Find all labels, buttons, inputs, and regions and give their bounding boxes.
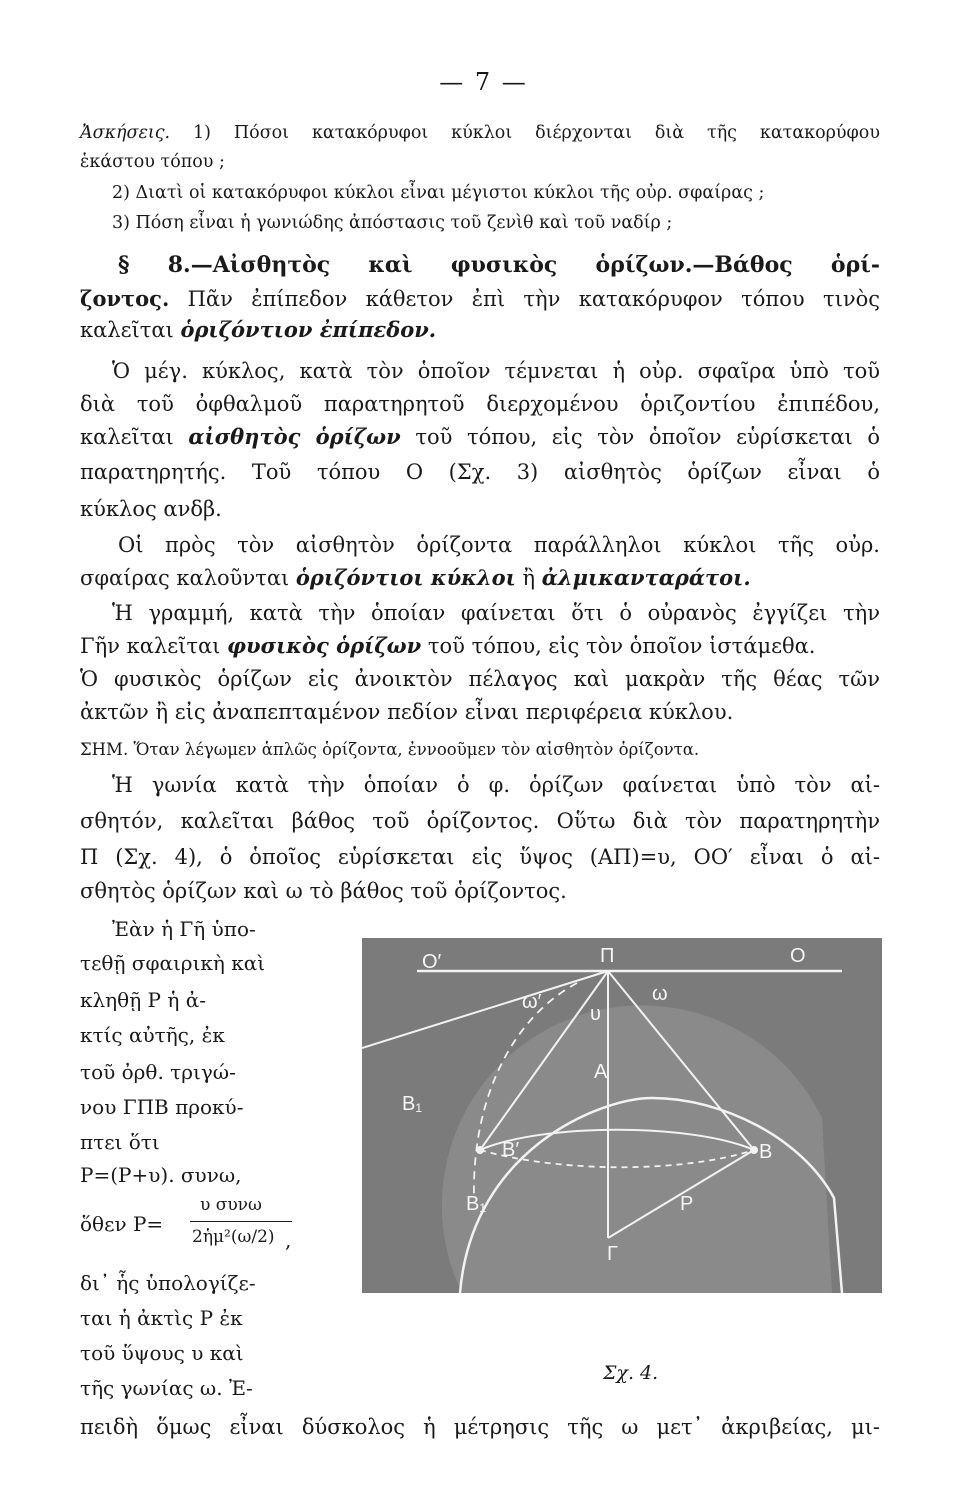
para5-line4: σθητὸς ὁρίζων καὶ ω τὸ βάθος τοῦ ὁρίζοντος. xyxy=(80,879,567,903)
formula-suffix: , xyxy=(285,1228,292,1252)
exercise-2: 2) Διατὶ οἱ κατακόρυφοι κύκλοι εἶναι μέγιστοι κύκλοι τῆς οὐρ. σφαίρας ; xyxy=(112,183,765,203)
left-col-line-12: τῆς γωνίας ω. Ἐ- xyxy=(80,1376,253,1400)
text: τοῦ τόπου, εἰς τὸν ὁποῖον εὑρίσκεται ὁ xyxy=(400,425,881,449)
point-b xyxy=(750,1146,758,1154)
text: καλεῖται xyxy=(80,318,181,342)
exercises-label: Ἀσκήσεις. xyxy=(80,123,171,143)
para4-line2: ἀκτῶν ἢ εἰς ἀναπεπταμένον πεδίον εἶναι περιφέρεια κύκλου. xyxy=(80,700,734,724)
label-b: Β xyxy=(759,1141,773,1163)
label-b-prime: Β′ xyxy=(502,1139,520,1161)
section-line-3 xyxy=(80,315,880,345)
label-p: Ρ xyxy=(680,1193,694,1215)
section-number: § 8. xyxy=(118,252,191,278)
last-line: πειδὴ ὅμως εἶναι δύσκολος ἡ μέτρησις τῆς ω μετ᾽ ἀκριβείας, μι- xyxy=(80,1415,880,1439)
label-a: Α xyxy=(594,1061,608,1083)
text: σφαίρας καλοῦνται xyxy=(80,566,296,590)
para5-line3: Π (Σχ. 4), ὁ ὁποῖος εὑρίσκεται εἰς ὕψος (ΑΠ)=υ, ΟΟ′ εἶναι ὁ αἰ- xyxy=(80,845,880,869)
term-horizontal-circles: ὁριζόντιοι κύκλοι xyxy=(295,565,516,590)
text: καλεῖται xyxy=(80,425,189,449)
term-horizontal-plane: ὁριζόντιον ἐπίπεδον. xyxy=(180,317,437,342)
formula-numerator: υ συνω xyxy=(200,1195,262,1215)
figure-caption: Σχ. 4. xyxy=(603,1362,659,1384)
label-omega-prime: ω′ xyxy=(522,991,542,1013)
term-sensible-horizon: αἰσθητὸς ὁρίζων xyxy=(188,424,401,449)
left-col-line-1: Ἐὰν ἡ Γῆ ὑπο- xyxy=(112,917,256,941)
left-col-line-3: κληθῇ Ρ ἡ ἀ- xyxy=(80,988,206,1012)
para4-line1: Ὁ φυσικὸς ὁρίζων εἰς ἀνοικτὸν πέλαγος καὶ μακρὰν τῆς θέας τῶν xyxy=(80,667,880,691)
para2-line1: Οἱ πρὸς τὸν αἰσθητὸν ὁρίζοντα παράλληλοι κύκλοι τῆς οὐρ. xyxy=(118,533,880,557)
formula-denominator: 2ἡμ²(ω/2) xyxy=(192,1227,275,1247)
label-upsilon: υ xyxy=(590,1003,601,1025)
para5-line2: σθητόν, καλεῖται βάθος τοῦ ὁρίζοντος. Οὕτω διὰ τὸν παρατηρητὴν xyxy=(80,809,880,833)
term-physical-horizon: φυσικὸς ὁρίζων xyxy=(227,633,422,658)
para1-line4: παρατηρητής. Τοῦ τόπου Ο (Σχ. 3) αἰσθητὸς ὁρίζων εἶναι ὁ xyxy=(80,460,880,484)
figure-4-diagram xyxy=(362,938,882,1293)
para1-line2: διὰ τοῦ ὀφθαλμοῦ παρατηρητοῦ διερχομένου ὁριζοντίου ἐπιπέδου, xyxy=(80,392,880,416)
label-b1: Β₁ xyxy=(466,1193,487,1215)
label-o-prime: Ο′ xyxy=(422,951,442,973)
text: τοῦ τόπου, εἰς τὸν ὁποῖον ἱστάμεθα. xyxy=(421,634,816,658)
label-o: Ο xyxy=(790,945,806,967)
para3-line2 xyxy=(80,631,880,661)
para1-line3 xyxy=(80,422,880,452)
label-pi: Π xyxy=(600,945,615,967)
term-almucantars: ἀλμικανταράτοι. xyxy=(541,565,751,590)
left-col-line-8: Ρ=(Ρ+υ). συνω, xyxy=(80,1163,242,1187)
text: ἢ xyxy=(515,566,542,590)
left-col-line-7: πτει ὅτι xyxy=(80,1130,160,1154)
left-col-line-5: τοῦ ὀρθ. τριγώ- xyxy=(80,1060,236,1084)
figure-4 xyxy=(362,938,882,1293)
section-title: —Αἰσθητὸς καὶ φυσικὸς ὁρίζων.—Βάθος ὁρί- xyxy=(190,252,880,278)
para5-line1: Ἡ γωνία κατὰ τὴν ὁποίαν ὁ φ. ὁρίζων φαίνεται ὑπὸ τὸν αἰ- xyxy=(112,773,880,797)
exercise-3: 3) Πόση εἶναι ἡ γωνιώδης ἀπόστασις τοῦ ζενὶθ καὶ τοῦ ναδίρ ; xyxy=(112,213,673,233)
label-b1-top: Β₁ xyxy=(402,1093,423,1115)
para1-line1: Ὁ μέγ. κύκλος, κατὰ τὸν ὁποῖον τέμνεται ἡ οὐρ. σφαῖρα ὑπὸ τοῦ xyxy=(112,359,880,383)
formula-fraction-bar xyxy=(190,1221,292,1222)
text: Γῆν καλεῖται xyxy=(80,634,228,658)
left-col-line-2: τεθῇ σφαιρικὴ καὶ xyxy=(80,951,266,975)
label-gamma: Γ xyxy=(607,1243,619,1265)
formula xyxy=(80,1195,300,1265)
label-omega: ω xyxy=(652,983,668,1005)
section-line-2 xyxy=(80,284,880,314)
left-col-line-11: τοῦ ὕψους υ καὶ xyxy=(80,1341,244,1365)
point-b-prime xyxy=(476,1146,484,1154)
exercise-1: 1) Πόσοι κατακόρυφοι κύκλοι διέρχονται διὰ τῆς κατακορύφου xyxy=(193,123,880,143)
section-definition: Πᾶν ἐπίπεδον κάθετον ἐπὶ τὴν κατακόρυφον τόπου τινὸς xyxy=(169,287,880,311)
left-col-line-6: νου ΓΠΒ προκύ- xyxy=(80,1095,244,1119)
exercises-line-2: ἑκάστου τόπου ; xyxy=(80,152,225,172)
left-col-line-4: κτίς αὐτῆς, ἐκ xyxy=(80,1023,225,1047)
formula-prefix: ὅθεν Ρ= xyxy=(80,1212,164,1236)
exercises-line-1 xyxy=(80,118,880,148)
para1-line5: κύκλος ανδβ. xyxy=(80,497,222,521)
section-heading xyxy=(118,250,880,281)
section-title-end: ζοντος. xyxy=(80,286,170,311)
page-number: — 7 — xyxy=(439,68,528,96)
left-col-line-10: ται ἡ ἀκτὶς Ρ ἐκ xyxy=(80,1306,243,1330)
para2-line2 xyxy=(80,563,880,593)
note: ΣΗΜ. Ὅταν λέγωμεν ἁπλῶς ὁρίζοντα, ἐννοοῦμεν τὸν αἰσθητὸν ὁρίζοντα. xyxy=(80,740,700,759)
para3-line1: Ἡ γραμμή, κατὰ τὴν ὁποίαν φαίνεται ὅτι ὁ οὐρανὸς ἐγγίζει τὴν xyxy=(112,601,880,625)
left-col-line-9: δι᾽ ἧς ὑπολογίζε- xyxy=(80,1271,256,1295)
